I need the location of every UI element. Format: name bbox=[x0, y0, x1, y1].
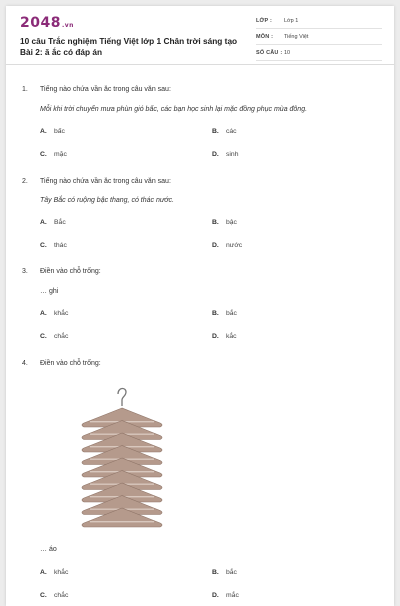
meta-value: 10 bbox=[284, 50, 291, 56]
logo-text: 2048 bbox=[20, 15, 61, 31]
meta-subject bbox=[256, 30, 382, 45]
option-b[interactable] bbox=[212, 219, 237, 226]
option-letter: A. bbox=[40, 569, 47, 576]
hanger-hook-icon bbox=[118, 388, 126, 406]
option-letter: B. bbox=[212, 569, 219, 576]
meta-question-count bbox=[256, 46, 382, 61]
site-logo[interactable] bbox=[20, 15, 74, 31]
meta-value: Lớp 1 bbox=[284, 18, 299, 24]
option-letter: C. bbox=[40, 242, 47, 249]
question-number: 4. bbox=[22, 360, 28, 367]
option-c[interactable] bbox=[40, 333, 68, 340]
option-b[interactable] bbox=[212, 569, 237, 576]
document-page bbox=[6, 6, 394, 606]
option-letter: D. bbox=[212, 333, 219, 340]
option-text: chắc bbox=[54, 333, 69, 340]
option-d[interactable] bbox=[212, 592, 239, 599]
option-letter: A. bbox=[40, 310, 47, 317]
option-text: kắc bbox=[226, 333, 237, 340]
option-text: mặc bbox=[54, 151, 67, 158]
option-text: nước bbox=[226, 242, 243, 249]
option-text: bậc bbox=[226, 219, 237, 226]
option-text: Bắc bbox=[54, 219, 66, 226]
option-letter: B. bbox=[212, 128, 219, 135]
fill-blank-text: … áo bbox=[40, 546, 57, 553]
option-d[interactable] bbox=[212, 151, 238, 158]
option-text: bắc bbox=[226, 569, 237, 576]
option-letter: A. bbox=[40, 219, 47, 226]
option-b[interactable] bbox=[212, 310, 237, 317]
option-text: các bbox=[226, 128, 237, 135]
meta-label: SỐ CÂU : bbox=[256, 50, 283, 56]
document-title: 10 câu Trắc nghiệm Tiếng Việt lớp 1 Chân trời sáng tạo Bài 2: ă ắc có đáp án bbox=[20, 36, 238, 57]
option-text: mắc bbox=[226, 592, 239, 599]
option-a[interactable] bbox=[40, 128, 65, 135]
option-c[interactable] bbox=[40, 151, 67, 158]
meta-grade bbox=[256, 14, 382, 29]
question-prompt: Điền vào chỗ trống: bbox=[40, 268, 101, 275]
option-text: khắc bbox=[54, 569, 69, 576]
hanger-group bbox=[82, 408, 162, 527]
option-a[interactable] bbox=[40, 219, 66, 226]
question-number: 2. bbox=[22, 178, 28, 185]
option-letter: C. bbox=[40, 333, 47, 340]
meta-label: MÔN : bbox=[256, 34, 274, 40]
fill-blank-text: … ghi bbox=[40, 288, 59, 295]
question-prompt: Tiếng nào chứa vần ăc trong câu văn sau: bbox=[40, 86, 171, 93]
option-letter: C. bbox=[40, 592, 47, 599]
question-passage: Mỗi khi trời chuyển mưa phùn gió bấc, các bạn học sinh lại mặc đồng phục mùa đông. bbox=[40, 106, 308, 113]
meta-value: Tiếng Việt bbox=[284, 34, 309, 40]
option-text: bắc bbox=[226, 310, 237, 317]
option-text: bấc bbox=[54, 128, 65, 135]
question-prompt: Tiếng nào chứa vần ăc trong câu văn sau: bbox=[40, 178, 171, 185]
option-letter: B. bbox=[212, 219, 219, 226]
option-a[interactable] bbox=[40, 569, 68, 576]
option-letter: B. bbox=[212, 310, 219, 317]
option-d[interactable] bbox=[212, 242, 242, 249]
option-a[interactable] bbox=[40, 310, 68, 317]
option-d[interactable] bbox=[212, 333, 237, 340]
option-text: sinh bbox=[226, 151, 239, 158]
option-b[interactable] bbox=[212, 128, 237, 135]
option-letter: D. bbox=[212, 592, 219, 599]
option-letter: D. bbox=[212, 151, 219, 158]
hanger-stack-image bbox=[78, 386, 168, 532]
meta-label: LỚP : bbox=[256, 18, 272, 24]
question-number: 3. bbox=[22, 268, 28, 275]
option-text: khắc bbox=[54, 310, 69, 317]
logo-suffix: .vn bbox=[61, 22, 74, 29]
question-prompt: Điền vào chỗ trống: bbox=[40, 360, 101, 367]
question-passage: Tây Bắc có ruộng bậc thang, có thác nước. bbox=[40, 197, 174, 204]
option-c[interactable] bbox=[40, 592, 68, 599]
question-number: 1. bbox=[22, 86, 28, 93]
option-letter: C. bbox=[40, 151, 47, 158]
document-header bbox=[6, 6, 394, 65]
option-letter: A. bbox=[40, 128, 47, 135]
option-text: thác bbox=[54, 242, 67, 249]
option-letter: D. bbox=[212, 242, 219, 249]
option-text: chắc bbox=[54, 592, 69, 599]
hanger-bar bbox=[90, 521, 154, 522]
option-c[interactable] bbox=[40, 242, 67, 249]
